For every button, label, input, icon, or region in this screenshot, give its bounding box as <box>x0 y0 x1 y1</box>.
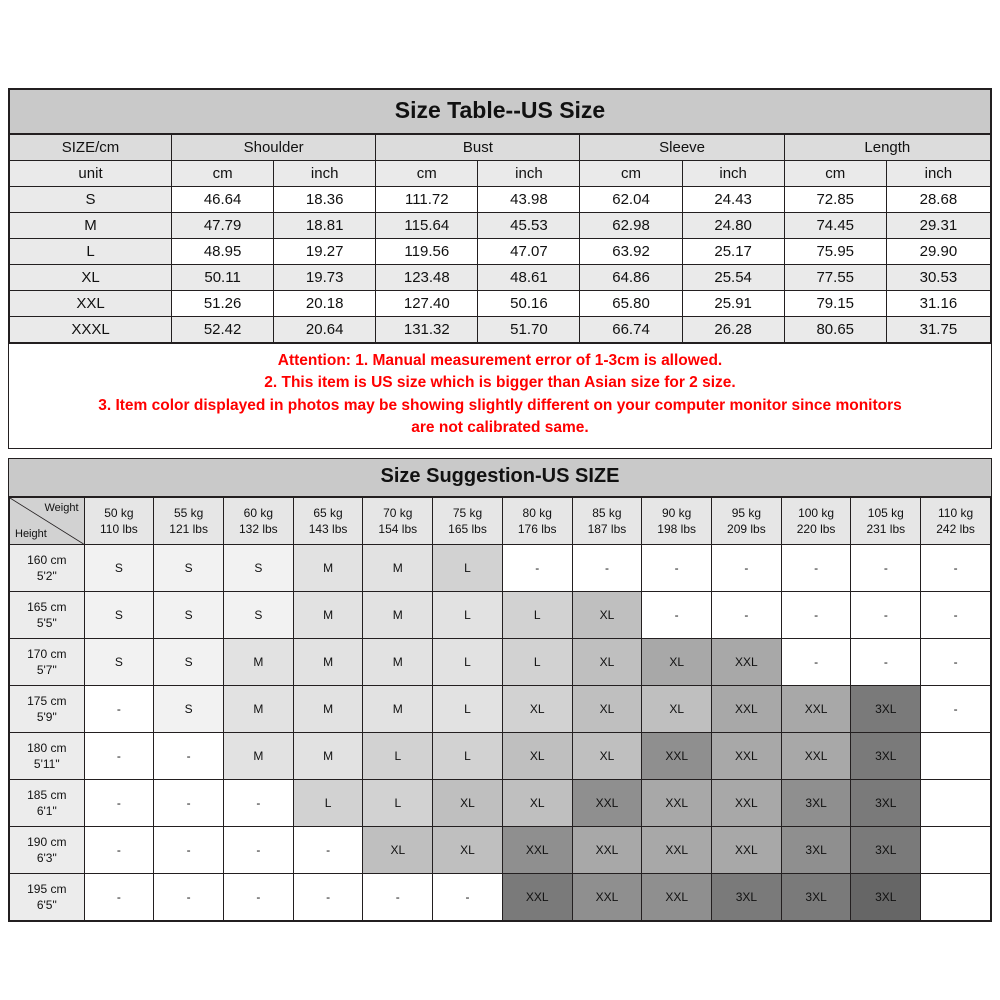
size-table-value-cell: 20.64 <box>274 317 376 343</box>
suggestion-cell <box>921 827 991 874</box>
suggestion-cell: M <box>223 686 293 733</box>
suggestion-cell: 3XL <box>712 874 782 921</box>
size-table-value-cell: 25.91 <box>682 291 784 317</box>
suggestion-cell: S <box>154 686 224 733</box>
suggestion-cell: S <box>84 545 154 592</box>
weight-header-cell <box>502 498 572 545</box>
size-table-body <box>10 135 991 343</box>
weight-kg: 85 kg <box>592 505 622 520</box>
size-suggestion-body <box>10 498 991 921</box>
suggestion-cell: - <box>781 639 851 686</box>
suggestion-cell: 3XL <box>851 874 921 921</box>
suggestion-cell: M <box>363 686 433 733</box>
suggestion-cell: - <box>154 827 224 874</box>
suggestion-row <box>10 874 991 921</box>
suggestion-cell: XL <box>572 686 642 733</box>
size-table-row <box>10 317 991 343</box>
suggestion-cell: 3XL <box>781 827 851 874</box>
height-cm: 175 cm <box>27 693 67 708</box>
suggestion-header-row <box>10 498 991 545</box>
suggestion-cell: L <box>363 733 433 780</box>
suggestion-cell: - <box>223 780 293 827</box>
height-ft: 6'5" <box>36 898 57 912</box>
suggestion-cell: 3XL <box>851 827 921 874</box>
suggestion-cell: XXL <box>712 780 782 827</box>
size-table-value-cell: 77.55 <box>784 265 886 291</box>
size-table-value-cell: 43.98 <box>478 187 580 213</box>
suggestion-cell: - <box>363 874 433 921</box>
size-table-value-cell: 20.18 <box>274 291 376 317</box>
height-cm: 190 cm <box>27 834 67 849</box>
size-table-value-cell: 24.80 <box>682 213 784 239</box>
weight-lbs: 143 lbs <box>308 522 348 536</box>
height-header-cell <box>10 592 85 639</box>
suggestion-cell: XXL <box>572 780 642 827</box>
size-table-value-cell: 63.92 <box>580 239 682 265</box>
suggestion-cell: XL <box>502 780 572 827</box>
weight-lbs: 198 lbs <box>657 522 696 536</box>
suggestion-cell: M <box>223 639 293 686</box>
size-table-unit-cell: inch <box>478 161 580 187</box>
attention-note <box>9 343 991 448</box>
suggestion-cell: - <box>642 545 712 592</box>
height-ft: 6'3" <box>36 851 57 865</box>
suggestion-cell: - <box>921 639 991 686</box>
weight-kg: 90 kg <box>661 505 692 520</box>
height-ft: 5'11" <box>33 757 60 771</box>
size-table-size-cell: L <box>10 239 172 265</box>
suggestion-cell: XL <box>502 733 572 780</box>
suggestion-row <box>10 592 991 639</box>
size-table-value-cell: 47.79 <box>172 213 274 239</box>
height-header-cell <box>10 639 85 686</box>
size-table <box>9 134 991 343</box>
size-table-value-cell: 50.11 <box>172 265 274 291</box>
size-table-value-cell: 50.16 <box>478 291 580 317</box>
size-table-value-cell: 131.32 <box>376 317 478 343</box>
suggestion-cell: L <box>433 592 503 639</box>
suggestion-cell: L <box>433 686 503 733</box>
suggestion-cell: L <box>433 639 503 686</box>
suggestion-cell: XXL <box>712 733 782 780</box>
suggestion-cell: L <box>293 780 363 827</box>
suggestion-cell: 3XL <box>781 780 851 827</box>
suggestion-row <box>10 545 991 592</box>
size-suggestion-panel <box>8 458 992 922</box>
suggestion-cell: S <box>84 639 154 686</box>
suggestion-cell: XL <box>572 733 642 780</box>
size-table-value-cell: 31.16 <box>886 291 990 317</box>
suggestion-cell: 3XL <box>781 874 851 921</box>
suggestion-cell: - <box>921 686 991 733</box>
weight-lbs: 110 lbs <box>100 522 138 536</box>
size-table-value-cell: 18.81 <box>274 213 376 239</box>
size-table-value-cell: 19.27 <box>274 239 376 265</box>
weight-lbs: 176 lbs <box>517 522 557 536</box>
height-cm: 160 cm <box>27 552 67 567</box>
suggestion-cell: XXL <box>642 780 712 827</box>
suggestion-cell: - <box>154 733 224 780</box>
suggestion-cell: 3XL <box>851 733 921 780</box>
suggestion-cell: - <box>642 592 712 639</box>
suggestion-cell: M <box>293 639 363 686</box>
suggestion-cell: - <box>781 592 851 639</box>
size-table-size-cell: M <box>10 213 172 239</box>
weight-kg: 50 kg <box>104 505 134 520</box>
suggestion-cell: - <box>223 874 293 921</box>
suggestion-cell: S <box>223 545 293 592</box>
axis-corner-cell <box>10 498 85 545</box>
suggestion-cell: S <box>154 592 224 639</box>
height-header-cell <box>10 827 85 874</box>
suggestion-cell: XXL <box>502 827 572 874</box>
weight-kg: 100 kg <box>798 505 835 520</box>
size-table-unit-cell: inch <box>682 161 784 187</box>
weight-header-cell <box>223 498 293 545</box>
attention-line-1: Attention: 1. Manual measurement error of 1-3cm is allowed. <box>277 352 723 369</box>
size-table-header-row <box>10 135 991 161</box>
weight-lbs: 231 lbs <box>866 522 906 536</box>
weight-header-cell <box>154 498 224 545</box>
suggestion-cell: XXL <box>712 686 782 733</box>
suggestion-cell <box>921 733 991 780</box>
size-table-value-cell: 75.95 <box>784 239 886 265</box>
attention-line-4: are not calibrated same. <box>411 419 589 437</box>
size-table-group-header: Shoulder <box>172 135 376 161</box>
weight-kg: 55 kg <box>173 505 204 520</box>
suggestion-row <box>10 733 991 780</box>
size-table-value-cell: 46.64 <box>172 187 274 213</box>
suggestion-cell: L <box>502 592 572 639</box>
size-table-value-cell: 79.15 <box>784 291 886 317</box>
weight-lbs: 121 lbs <box>169 522 208 536</box>
weight-kg: 60 kg <box>243 505 274 520</box>
height-cm: 165 cm <box>27 599 67 614</box>
suggestion-cell: - <box>293 874 363 921</box>
weight-kg: 95 kg <box>731 505 762 520</box>
size-table-value-cell: 28.68 <box>886 187 990 213</box>
suggestion-cell: XL <box>363 827 433 874</box>
suggestion-row <box>10 780 991 827</box>
suggestion-cell: - <box>154 874 224 921</box>
suggestion-cell: L <box>433 545 503 592</box>
suggestion-cell: - <box>712 545 782 592</box>
size-table-group-header: Bust <box>376 135 580 161</box>
weight-lbs: 220 lbs <box>796 522 836 536</box>
weight-header-cell <box>293 498 363 545</box>
weight-header-cell <box>572 498 642 545</box>
size-table-value-cell: 18.36 <box>274 187 376 213</box>
size-table-value-cell: 74.45 <box>784 213 886 239</box>
height-ft: 6'1" <box>36 804 57 818</box>
weight-kg: 110 kg <box>938 505 974 520</box>
suggestion-cell <box>921 874 991 921</box>
weight-header-cell <box>642 498 712 545</box>
size-table-group-header: Sleeve <box>580 135 784 161</box>
size-table-row <box>10 187 991 213</box>
suggestion-cell: M <box>363 545 433 592</box>
suggestion-cell: L <box>363 780 433 827</box>
suggestion-cell: M <box>363 639 433 686</box>
suggestion-cell: - <box>84 874 154 921</box>
size-table-value-cell: 48.95 <box>172 239 274 265</box>
size-table-value-cell: 64.86 <box>580 265 682 291</box>
size-table-value-cell: 25.54 <box>682 265 784 291</box>
size-table-unit-row <box>10 161 991 187</box>
suggestion-cell: - <box>712 592 782 639</box>
height-header-cell <box>10 874 85 921</box>
suggestion-cell: - <box>433 874 503 921</box>
height-header-cell <box>10 780 85 827</box>
size-table-value-cell: 47.07 <box>478 239 580 265</box>
size-table-size-cell: XXXL <box>10 317 172 343</box>
suggestion-cell: XXL <box>781 733 851 780</box>
suggestion-cell: - <box>154 780 224 827</box>
weight-lbs: 132 lbs <box>238 522 278 536</box>
weight-kg: 65 kg <box>313 505 343 520</box>
suggestion-cell: - <box>84 686 154 733</box>
suggestion-cell: S <box>154 545 224 592</box>
size-table-group-header: SIZE/cm <box>10 135 172 161</box>
suggestion-cell: XL <box>642 686 712 733</box>
weight-kg: 105 kg <box>867 505 904 520</box>
suggestion-cell: XL <box>572 639 642 686</box>
suggestion-cell: - <box>851 545 921 592</box>
suggestion-cell: - <box>84 780 154 827</box>
size-table-panel <box>8 88 992 449</box>
size-table-value-cell: 31.75 <box>886 317 990 343</box>
size-table-value-cell: 48.61 <box>478 265 580 291</box>
suggestion-cell: M <box>293 545 363 592</box>
height-ft: 5'7" <box>36 663 57 677</box>
size-table-value-cell: 30.53 <box>886 265 990 291</box>
suggestion-cell: XXL <box>502 874 572 921</box>
weight-header-cell <box>712 498 782 545</box>
weight-kg: 75 kg <box>452 505 483 520</box>
size-table-size-cell: S <box>10 187 172 213</box>
height-ft: 5'5" <box>36 616 57 630</box>
suggestion-cell: XL <box>433 827 503 874</box>
suggestion-cell: M <box>293 686 363 733</box>
suggestion-cell: XL <box>642 639 712 686</box>
attention-line-2: 2. This item is US size which is bigger than Asian size for 2 size. <box>264 374 736 392</box>
suggestion-cell: S <box>223 592 293 639</box>
height-cm: 180 cm <box>27 740 67 755</box>
weight-axis-label: Weight <box>44 502 79 514</box>
suggestion-cell: - <box>921 545 991 592</box>
weight-lbs: 165 lbs <box>448 522 487 536</box>
size-table-unit-cell: unit <box>10 161 172 187</box>
suggestion-cell: XXL <box>642 874 712 921</box>
size-table-value-cell: 119.56 <box>376 239 478 265</box>
weight-lbs: 154 lbs <box>378 522 418 536</box>
suggestion-row <box>10 686 991 733</box>
size-table-value-cell: 24.43 <box>682 187 784 213</box>
size-table-value-cell: 19.73 <box>274 265 376 291</box>
size-table-value-cell: 51.26 <box>172 291 274 317</box>
size-table-size-cell: XL <box>10 265 172 291</box>
weight-header-cell <box>921 498 991 545</box>
size-table-value-cell: 115.64 <box>376 213 478 239</box>
suggestion-cell: - <box>572 545 642 592</box>
size-table-value-cell: 62.04 <box>580 187 682 213</box>
size-table-value-cell: 127.40 <box>376 291 478 317</box>
size-table-unit-cell: cm <box>580 161 682 187</box>
size-table-value-cell: 45.53 <box>478 213 580 239</box>
height-header-cell <box>10 686 85 733</box>
height-cm: 195 cm <box>27 881 67 896</box>
attention-line-3: 3. Item color displayed in photos may be showing slightly different on your computer monitor since monitors <box>98 396 902 414</box>
size-suggestion-table <box>9 497 991 921</box>
suggestion-cell: XL <box>502 686 572 733</box>
height-header-cell <box>10 733 85 780</box>
suggestion-cell: XXL <box>712 639 782 686</box>
weight-header-cell <box>433 498 503 545</box>
suggestion-cell: XXL <box>781 686 851 733</box>
suggestion-cell: - <box>851 639 921 686</box>
size-table-unit-cell: cm <box>376 161 478 187</box>
weight-header-cell <box>781 498 851 545</box>
size-table-row <box>10 265 991 291</box>
size-suggestion-title: Size Suggestion-US SIZE <box>9 459 991 497</box>
suggestion-cell: - <box>921 592 991 639</box>
suggestion-cell: L <box>502 639 572 686</box>
size-table-unit-cell: inch <box>274 161 376 187</box>
size-table-value-cell: 51.70 <box>478 317 580 343</box>
suggestion-cell: M <box>293 592 363 639</box>
suggestion-cell: - <box>851 592 921 639</box>
weight-header-cell <box>851 498 921 545</box>
weight-kg: 70 kg <box>383 505 413 520</box>
size-table-group-header: Length <box>784 135 990 161</box>
weight-lbs: 209 lbs <box>727 522 766 536</box>
suggestion-cell: XXL <box>642 733 712 780</box>
size-table-unit-cell: cm <box>784 161 886 187</box>
suggestion-cell: XL <box>433 780 503 827</box>
size-table-value-cell: 65.80 <box>580 291 682 317</box>
size-table-value-cell: 26.28 <box>682 317 784 343</box>
height-ft: 5'9" <box>36 710 57 724</box>
size-table-unit-cell: cm <box>172 161 274 187</box>
suggestion-cell: - <box>293 827 363 874</box>
size-table-value-cell: 80.65 <box>784 317 886 343</box>
size-table-value-cell: 29.31 <box>886 213 990 239</box>
suggestion-cell: - <box>223 827 293 874</box>
suggestion-cell: XL <box>572 592 642 639</box>
size-table-title: Size Table--US Size <box>9 89 991 134</box>
suggestion-row <box>10 639 991 686</box>
size-table-value-cell: 72.85 <box>784 187 886 213</box>
size-table-value-cell: 123.48 <box>376 265 478 291</box>
weight-lbs: 242 lbs <box>936 522 975 536</box>
suggestion-cell: XXL <box>572 874 642 921</box>
height-cm: 185 cm <box>27 787 67 802</box>
suggestion-cell: 3XL <box>851 780 921 827</box>
height-ft: 5'2" <box>36 569 57 583</box>
size-table-value-cell: 29.90 <box>886 239 990 265</box>
height-header-cell <box>10 545 85 592</box>
suggestion-cell: L <box>433 733 503 780</box>
size-table-value-cell: 66.74 <box>580 317 682 343</box>
size-table-row <box>10 213 991 239</box>
suggestion-cell: - <box>84 733 154 780</box>
weight-header-cell <box>363 498 433 545</box>
weight-header-cell <box>84 498 154 545</box>
height-axis-label: Height <box>15 528 47 540</box>
size-table-row <box>10 239 991 265</box>
weight-lbs: 187 lbs <box>587 522 627 536</box>
size-table-value-cell: 52.42 <box>172 317 274 343</box>
suggestion-cell: 3XL <box>851 686 921 733</box>
suggestion-row <box>10 827 991 874</box>
suggestion-cell: M <box>293 733 363 780</box>
suggestion-cell: XXL <box>572 827 642 874</box>
suggestion-cell: XXL <box>642 827 712 874</box>
suggestion-cell: S <box>154 639 224 686</box>
suggestion-cell: M <box>363 592 433 639</box>
weight-kg: 80 kg <box>522 505 552 520</box>
size-table-unit-cell: inch <box>886 161 990 187</box>
suggestion-cell: S <box>84 592 154 639</box>
suggestion-cell: M <box>223 733 293 780</box>
size-table-value-cell: 25.17 <box>682 239 784 265</box>
suggestion-cell: - <box>84 827 154 874</box>
size-table-value-cell: 62.98 <box>580 213 682 239</box>
size-table-size-cell: XXL <box>10 291 172 317</box>
suggestion-cell: - <box>502 545 572 592</box>
suggestion-cell: - <box>781 545 851 592</box>
size-table-row <box>10 291 991 317</box>
size-table-value-cell: 111.72 <box>376 187 478 213</box>
suggestion-cell: XXL <box>712 827 782 874</box>
height-cm: 170 cm <box>27 646 67 661</box>
suggestion-cell <box>921 780 991 827</box>
